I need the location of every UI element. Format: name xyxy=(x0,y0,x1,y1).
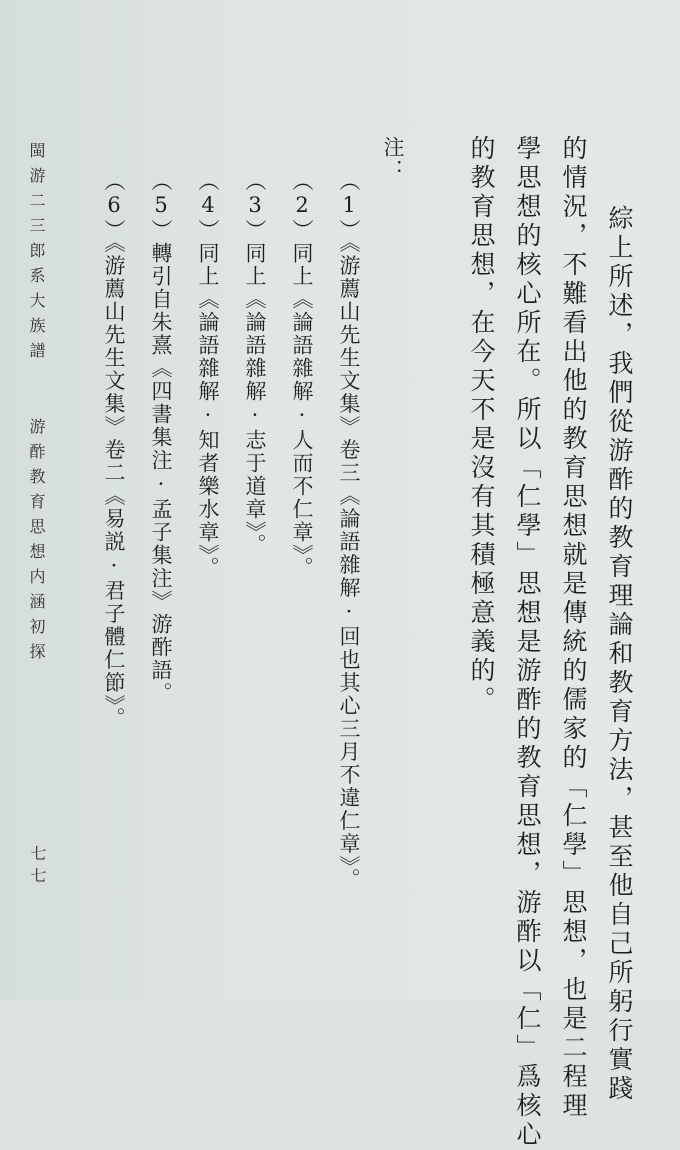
note-item-3: （3）同上《論語雜解·志于道章》。 xyxy=(243,170,267,557)
body-line-4: 的教育思想，在今天不是沒有其積極意義的。 xyxy=(467,135,496,715)
page-number: 七七 xyxy=(28,845,47,889)
body-line-2: 的情況，不難看出他的教育思想就是傳統的儒家的「仁學」思想，也是二程理 xyxy=(559,135,588,1121)
book-title: 閩游二三郎系大族譜 xyxy=(27,142,46,367)
note-item-5: （5）轉引自朱熹《四書集注·孟子集注》游酢語。 xyxy=(149,170,173,705)
body-line-1: 綜上所述，我們從游酢的教育理論和教育方法，甚至他自己所躬行實踐 xyxy=(605,176,634,1104)
chapter-title: 游酢教育思想内涵初探 xyxy=(27,418,46,668)
notes-heading: 注： xyxy=(381,136,405,182)
body-line-3: 學思想的核心所在。所以「仁學」思想是游酢的教育思想，游酢以「仁」爲核心 xyxy=(513,135,542,1150)
note-item-4: （4）同上《論語雜解·知者樂水章》。 xyxy=(196,170,220,580)
note-item-2: （2）同上《論語雜解·人而不仁章》。 xyxy=(290,170,314,580)
note-item-1: （1）《游薦山先生文集》卷三《論語雜解·回也其心三月不違仁章》。 xyxy=(337,170,361,891)
note-item-6: （6）《游薦山先生文集》卷二《易説·君子體仁節》。 xyxy=(102,170,126,730)
